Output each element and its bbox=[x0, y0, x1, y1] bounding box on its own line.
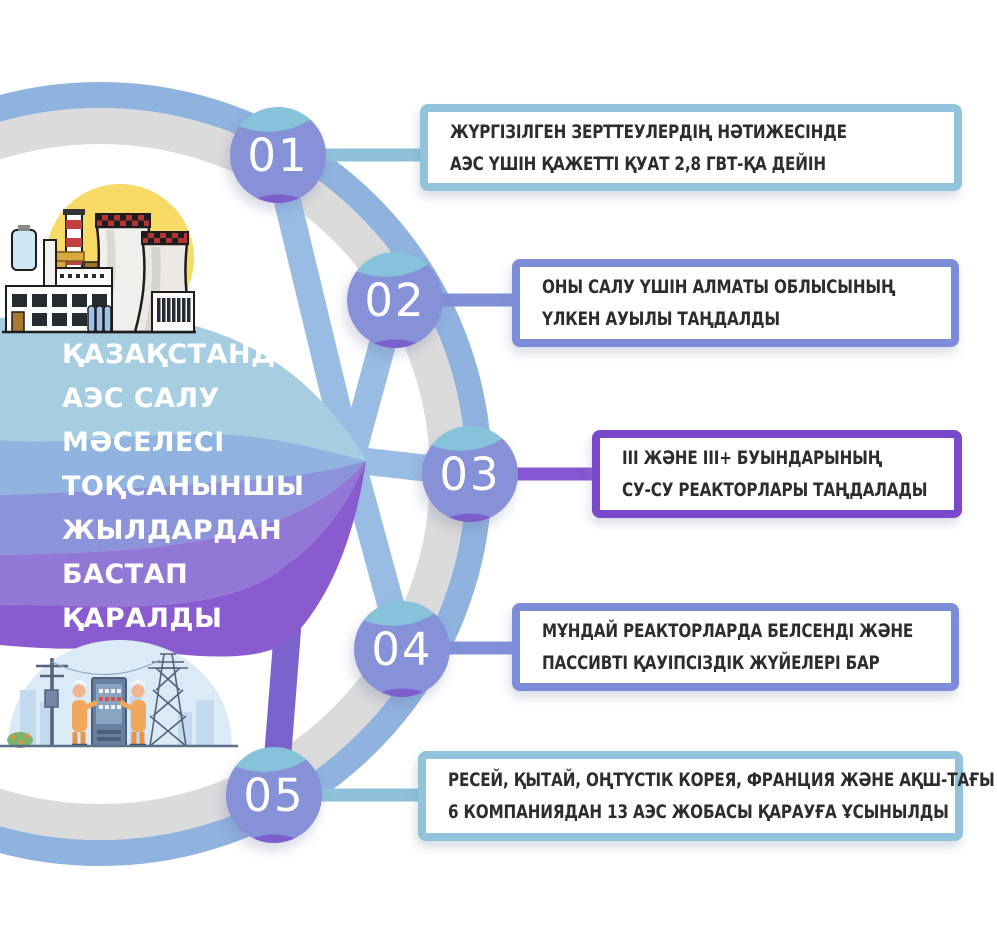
aux-tower bbox=[44, 240, 56, 286]
info-box-5-line-1: РЕСЕЙ, ҚЫТАЙ, ОҢТҮСТІК КОРЕЯ, ФРАНЦИЯ ЖӘНЕ АҚШ-ТАҒЫ bbox=[448, 769, 995, 791]
tank-cap bbox=[18, 225, 30, 231]
electric-workers-illustration bbox=[0, 640, 238, 748]
step-number-1: 01 bbox=[247, 128, 309, 182]
step-node-3 bbox=[422, 426, 518, 522]
pipe-horizontal bbox=[56, 252, 84, 261]
control-cabinet bbox=[92, 678, 126, 746]
info-box-1-line-1: ЖҮРГІЗІЛГЕН ЗЕРТТЕУЛЕРДІҢ НӘТИЖЕСІНДЕ bbox=[450, 120, 847, 143]
info-box-4-line-2: ПАССИВТІ ҚАУІПСІЗДІК ЖҮЙЕЛЕРІ БАР bbox=[542, 652, 880, 674]
info-box-5 bbox=[418, 751, 995, 841]
info-box-2 bbox=[512, 259, 959, 347]
headline-line-4: ТОҚСАНЫНШЫ bbox=[62, 471, 305, 502]
step-number-5: 05 bbox=[243, 768, 305, 822]
info-box-2-line-2: ҮЛКЕН АУЫЛЫ ТАҢДАЛДЫ bbox=[542, 308, 781, 330]
blue-barrels bbox=[88, 306, 111, 332]
info-box-5-line-2: 6 КОМПАНИЯДАН 13 АЭС ЖОБАСЫ ҚАРАУҒА ҰСЫНЫЛДЫ bbox=[448, 801, 949, 823]
chimney-stripe bbox=[66, 220, 82, 229]
step-node-5 bbox=[226, 747, 322, 843]
info-box-4-line-1: МҰНДАЙ РЕАКТОРЛАРДА БЕЛСЕНДІ ЖӘНЕ bbox=[542, 620, 914, 642]
step-node-2 bbox=[347, 252, 443, 348]
building-door bbox=[12, 312, 24, 332]
info-box-4 bbox=[512, 603, 959, 691]
headline-line-3: МӘСЕЛЕСІ bbox=[62, 427, 225, 458]
step-number-4: 04 bbox=[371, 622, 433, 676]
info-box-3-line-2: СУ-СУ РЕАКТОРЛАРЫ ТАҢДАЛАДЫ bbox=[622, 479, 928, 501]
storage-tank bbox=[12, 230, 36, 270]
headline-line-6: БАСТАП bbox=[62, 559, 189, 590]
step-node-1 bbox=[230, 107, 326, 203]
headline bbox=[62, 333, 380, 641]
headline-line-2: АЭС САЛУ bbox=[62, 383, 220, 414]
info-box-3-line-1: III ЖӘНЕ III+ БУЫНДАРЫНЫҢ bbox=[622, 447, 883, 469]
right-building-slits bbox=[157, 298, 191, 322]
info-box-3 bbox=[592, 430, 962, 518]
info-box-2-line-1: ОНЫ САЛУ ҮШІН АЛМАТЫ ОБЛЫСЫНЫҢ bbox=[542, 276, 896, 298]
step-node-4 bbox=[354, 601, 450, 697]
power-plant-illustration bbox=[2, 184, 196, 332]
headline-line-7: ҚАРАЛДЫ bbox=[62, 603, 223, 634]
headline-line-1: ҚАЗАҚСТАНДА bbox=[62, 339, 297, 370]
step-number-2: 02 bbox=[364, 273, 426, 327]
info-box-1 bbox=[420, 104, 962, 191]
chimney-stripe bbox=[66, 238, 82, 247]
headline-line-5: ЖЫЛДАРДАН bbox=[62, 515, 283, 546]
step-number-3: 03 bbox=[439, 447, 501, 501]
info-box-1-line-2: АЭС ҮШІН ҚАЖЕТТІ ҚУАТ 2,8 ГВТ-ҚА ДЕЙІН bbox=[450, 152, 826, 175]
chimney-cap bbox=[63, 209, 85, 215]
